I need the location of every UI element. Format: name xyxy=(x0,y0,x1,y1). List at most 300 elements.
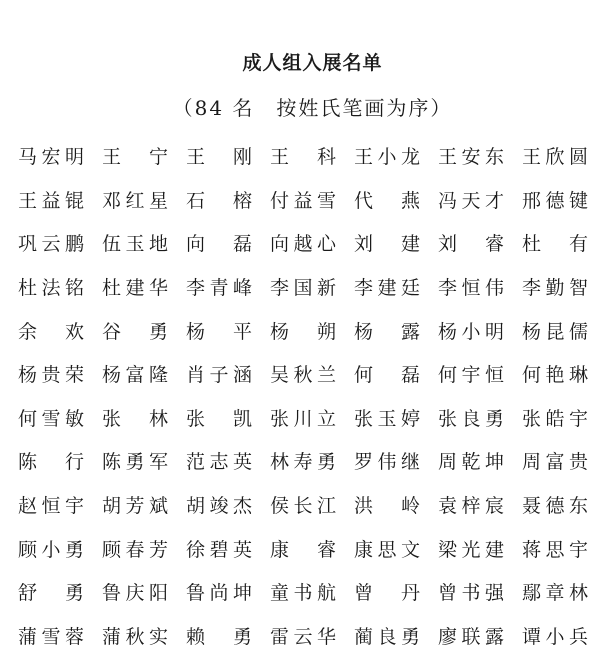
name-item xyxy=(522,180,588,224)
name-char: 邓 xyxy=(102,189,122,212)
name-item xyxy=(18,441,84,485)
name-item xyxy=(186,528,252,572)
name-char: 舒 xyxy=(18,582,38,605)
name-char: 坤 xyxy=(232,582,252,605)
name-char: 林 xyxy=(270,451,290,474)
name-char: 勇 xyxy=(148,320,168,343)
name-item xyxy=(186,267,252,311)
name-char: 航 xyxy=(316,582,336,605)
name-item xyxy=(522,441,588,485)
name-char: 隆 xyxy=(148,364,168,387)
name-item xyxy=(522,223,588,267)
name-item xyxy=(354,223,420,267)
name-char: 华 xyxy=(316,625,336,648)
name-char: 昆 xyxy=(545,320,565,343)
name-char: 宸 xyxy=(484,495,504,518)
name-item xyxy=(354,354,420,398)
name-item xyxy=(102,267,168,311)
name-char: 付 xyxy=(270,189,290,212)
name-item xyxy=(438,267,504,311)
name-char: 军 xyxy=(148,451,168,474)
name-char: 云 xyxy=(293,625,313,648)
name-item xyxy=(18,528,84,572)
name-char: 曾 xyxy=(354,582,374,605)
name-char: 马 xyxy=(18,146,38,169)
name-char: 冯 xyxy=(438,189,458,212)
name-char: 曾 xyxy=(438,582,458,605)
name-char: 建 xyxy=(484,538,504,561)
name-char: 杨 xyxy=(438,320,458,343)
name-char: 勇 xyxy=(125,451,145,474)
name-char: 云 xyxy=(41,233,61,256)
name-char: 侯 xyxy=(270,495,290,518)
name-char: 安 xyxy=(461,146,481,169)
name-char: 恒 xyxy=(484,364,504,387)
name-item xyxy=(438,310,504,354)
name-char: 丹 xyxy=(400,582,420,605)
name-char: 锟 xyxy=(64,189,84,212)
name-char: 地 xyxy=(148,233,168,256)
name-char: 心 xyxy=(316,233,336,256)
name-item xyxy=(186,180,252,224)
name-char: 益 xyxy=(293,189,313,212)
name-char: 小 xyxy=(377,146,397,169)
name-item xyxy=(186,441,252,485)
name-char: 张 xyxy=(270,407,290,430)
name-char: 欣 xyxy=(545,146,565,169)
name-char: 陈 xyxy=(18,451,38,474)
name-item xyxy=(102,180,168,224)
name-char: 聂 xyxy=(522,495,542,518)
name-char: 芳 xyxy=(148,538,168,561)
name-item xyxy=(270,528,336,572)
name-char: 伍 xyxy=(102,233,122,256)
name-char: 磊 xyxy=(400,364,420,387)
name-char: 青 xyxy=(209,277,229,300)
name-char: 勤 xyxy=(545,277,565,300)
name-char: 何 xyxy=(354,364,374,387)
name-item xyxy=(186,136,252,180)
name-char: 寿 xyxy=(293,451,313,474)
name-char: 明 xyxy=(64,146,84,169)
name-char: 蔺 xyxy=(354,625,374,648)
name-char: 儒 xyxy=(568,320,588,343)
name-char: 周 xyxy=(438,451,458,474)
name-item xyxy=(438,223,504,267)
name-item xyxy=(102,441,168,485)
name-item xyxy=(354,310,420,354)
name-item xyxy=(18,180,84,224)
name-char: 平 xyxy=(232,320,252,343)
name-char: 国 xyxy=(293,277,313,300)
name-char: 杜 xyxy=(102,277,122,300)
name-char: 谭 xyxy=(522,625,542,648)
name-char: 蓉 xyxy=(64,625,84,648)
name-char: 科 xyxy=(316,146,336,169)
name-char: 川 xyxy=(293,407,313,430)
name-item xyxy=(354,572,420,616)
name-char: 联 xyxy=(461,625,481,648)
name-item xyxy=(438,354,504,398)
name-char: 天 xyxy=(461,189,481,212)
name-item xyxy=(18,136,84,180)
name-item xyxy=(438,572,504,616)
name-char: 余 xyxy=(18,320,38,343)
name-char: 立 xyxy=(316,407,336,430)
name-char: 尚 xyxy=(209,582,229,605)
name-char: 艳 xyxy=(545,364,565,387)
name-item xyxy=(18,616,84,660)
name-char: 明 xyxy=(484,320,504,343)
name-char: 小 xyxy=(461,320,481,343)
name-char: 李 xyxy=(438,277,458,300)
name-char: 王 xyxy=(186,146,206,169)
name-char: 贵 xyxy=(568,451,588,474)
name-char: 恒 xyxy=(41,495,61,518)
name-char: 玉 xyxy=(125,233,145,256)
name-char: 良 xyxy=(461,407,481,430)
name-char: 燕 xyxy=(400,189,420,212)
name-char: 行 xyxy=(64,451,84,474)
name-char: 玉 xyxy=(377,407,397,430)
name-char: 秋 xyxy=(293,364,313,387)
name-char: 建 xyxy=(400,233,420,256)
name-char: 露 xyxy=(484,625,504,648)
name-char: 鲁 xyxy=(186,582,206,605)
name-char: 顾 xyxy=(18,538,38,561)
name-char: 蒋 xyxy=(522,538,542,561)
name-char: 杜 xyxy=(522,233,542,256)
name-item xyxy=(186,616,252,660)
name-char: 宇 xyxy=(461,364,481,387)
name-char: 思 xyxy=(545,538,565,561)
name-item xyxy=(438,180,504,224)
name-char: 磊 xyxy=(232,233,252,256)
name-item xyxy=(102,136,168,180)
name-item xyxy=(354,267,420,311)
name-char: 阳 xyxy=(148,582,168,605)
name-char: 宇 xyxy=(64,495,84,518)
name-char: 代 xyxy=(354,189,374,212)
name-item xyxy=(270,310,336,354)
name-char: 巩 xyxy=(18,233,38,256)
name-char: 敏 xyxy=(64,407,84,430)
name-item xyxy=(522,267,588,311)
name-item xyxy=(270,136,336,180)
name-item xyxy=(438,485,504,529)
name-char: 东 xyxy=(568,495,588,518)
name-char: 陈 xyxy=(102,451,122,474)
name-char: 琳 xyxy=(568,364,588,387)
name-char: 富 xyxy=(545,451,565,474)
name-char: 勇 xyxy=(64,582,84,605)
name-char: 峰 xyxy=(232,277,252,300)
name-char: 李 xyxy=(186,277,206,300)
name-char: 杰 xyxy=(232,495,252,518)
name-char: 才 xyxy=(484,189,504,212)
name-char: 勇 xyxy=(484,407,504,430)
name-char: 勇 xyxy=(232,625,252,648)
name-char: 顾 xyxy=(102,538,122,561)
name-char: 何 xyxy=(438,364,458,387)
name-char: 贵 xyxy=(41,364,61,387)
document-title: 成人组入展名单 xyxy=(242,52,383,74)
name-char: 谷 xyxy=(102,320,122,343)
name-char: 小 xyxy=(41,538,61,561)
name-char: 睿 xyxy=(316,538,336,561)
name-item xyxy=(186,485,252,529)
name-char: 王 xyxy=(18,189,38,212)
name-char: 梁 xyxy=(438,538,458,561)
name-item xyxy=(102,528,168,572)
name-item xyxy=(18,223,84,267)
name-item xyxy=(270,572,336,616)
name-item xyxy=(18,485,84,529)
name-char: 吴 xyxy=(270,364,290,387)
name-char: 鄢 xyxy=(522,582,542,605)
name-char: 皓 xyxy=(545,407,565,430)
name-item xyxy=(270,441,336,485)
name-char: 智 xyxy=(568,277,588,300)
name-char: 光 xyxy=(461,538,481,561)
name-item xyxy=(18,267,84,311)
name-char: 杨 xyxy=(354,320,374,343)
name-char: 春 xyxy=(125,538,145,561)
name-item xyxy=(18,398,84,442)
name-char: 有 xyxy=(568,233,588,256)
name-item xyxy=(18,354,84,398)
name-char: 荣 xyxy=(64,364,84,387)
name-list xyxy=(18,136,605,659)
name-char: 越 xyxy=(293,233,313,256)
document-subtitle: （84 名 按姓氏笔画为序） xyxy=(172,96,453,120)
name-char: 向 xyxy=(270,233,290,256)
name-char: 梓 xyxy=(461,495,481,518)
name-char: 宁 xyxy=(148,146,168,169)
name-item xyxy=(270,616,336,660)
name-char: 周 xyxy=(522,451,542,474)
name-item xyxy=(186,310,252,354)
name-char: 庆 xyxy=(125,582,145,605)
name-char: 石 xyxy=(186,189,206,212)
name-char: 文 xyxy=(400,538,420,561)
name-item xyxy=(186,572,252,616)
name-item xyxy=(102,485,168,529)
name-char: 赵 xyxy=(18,495,38,518)
name-char: 榕 xyxy=(232,189,252,212)
name-char: 龙 xyxy=(400,146,420,169)
name-char: 雪 xyxy=(316,189,336,212)
name-char: 李 xyxy=(270,277,290,300)
name-item xyxy=(522,616,588,660)
name-char: 睿 xyxy=(484,233,504,256)
name-char: 王 xyxy=(102,146,122,169)
name-char: 何 xyxy=(18,407,38,430)
name-char: 竣 xyxy=(209,495,229,518)
name-item xyxy=(438,136,504,180)
name-char: 强 xyxy=(484,582,504,605)
name-char: 雷 xyxy=(270,625,290,648)
name-char: 肖 xyxy=(186,364,206,387)
name-item xyxy=(522,485,588,529)
name-char: 兵 xyxy=(568,625,588,648)
name-item xyxy=(102,310,168,354)
name-char: 键 xyxy=(568,189,588,212)
name-char: 宇 xyxy=(568,538,588,561)
name-char: 德 xyxy=(545,189,565,212)
name-char: 小 xyxy=(545,625,565,648)
name-char: 林 xyxy=(568,582,588,605)
name-char: 红 xyxy=(125,189,145,212)
name-item xyxy=(186,398,252,442)
name-char: 英 xyxy=(232,538,252,561)
name-char: 华 xyxy=(148,277,168,300)
name-item xyxy=(102,616,168,660)
name-char: 碧 xyxy=(209,538,229,561)
name-char: 东 xyxy=(484,146,504,169)
name-item xyxy=(102,572,168,616)
name-item xyxy=(270,267,336,311)
name-item xyxy=(270,354,336,398)
name-char: 欢 xyxy=(64,320,84,343)
name-item xyxy=(438,441,504,485)
name-char: 英 xyxy=(232,451,252,474)
name-char: 朔 xyxy=(316,320,336,343)
name-char: 章 xyxy=(545,582,565,605)
name-char: 鹏 xyxy=(64,233,84,256)
name-char: 恒 xyxy=(461,277,481,300)
name-char: 杨 xyxy=(102,364,122,387)
name-item xyxy=(102,354,168,398)
name-char: 继 xyxy=(400,451,420,474)
name-char: 新 xyxy=(316,277,336,300)
name-char: 张 xyxy=(438,407,458,430)
name-char: 范 xyxy=(186,451,206,474)
name-char: 良 xyxy=(377,625,397,648)
name-char: 胡 xyxy=(186,495,206,518)
name-char: 岭 xyxy=(400,495,420,518)
name-char: 婷 xyxy=(400,407,420,430)
name-char: 斌 xyxy=(148,495,168,518)
name-char: 伟 xyxy=(377,451,397,474)
name-item xyxy=(186,223,252,267)
name-char: 书 xyxy=(293,582,313,605)
name-char: 法 xyxy=(41,277,61,300)
name-char: 王 xyxy=(354,146,374,169)
name-char: 康 xyxy=(270,538,290,561)
name-char: 雪 xyxy=(41,407,61,430)
name-char: 胡 xyxy=(102,495,122,518)
name-item xyxy=(354,528,420,572)
name-item xyxy=(438,528,504,572)
name-char: 勇 xyxy=(400,625,420,648)
name-item xyxy=(522,528,588,572)
name-char: 涵 xyxy=(232,364,252,387)
name-char: 杜 xyxy=(18,277,38,300)
name-char: 康 xyxy=(354,538,374,561)
name-char: 勇 xyxy=(316,451,336,474)
name-char: 秋 xyxy=(125,625,145,648)
name-char: 凯 xyxy=(232,407,252,430)
name-item xyxy=(354,180,420,224)
name-char: 王 xyxy=(270,146,290,169)
name-char: 富 xyxy=(125,364,145,387)
name-item xyxy=(354,441,420,485)
name-char: 杨 xyxy=(186,320,206,343)
name-item xyxy=(270,398,336,442)
name-item xyxy=(186,354,252,398)
name-char: 邢 xyxy=(522,189,542,212)
name-item xyxy=(522,310,588,354)
name-char: 宏 xyxy=(41,146,61,169)
name-char: 刚 xyxy=(232,146,252,169)
name-item xyxy=(438,398,504,442)
name-char: 王 xyxy=(438,146,458,169)
name-char: 洪 xyxy=(354,495,374,518)
name-item xyxy=(438,616,504,660)
name-char: 星 xyxy=(148,189,168,212)
name-char: 杨 xyxy=(18,364,38,387)
name-item xyxy=(102,223,168,267)
name-char: 李 xyxy=(522,277,542,300)
name-char: 张 xyxy=(186,407,206,430)
name-char: 实 xyxy=(148,625,168,648)
name-char: 乾 xyxy=(461,451,481,474)
name-item xyxy=(522,398,588,442)
name-char: 林 xyxy=(148,407,168,430)
name-char: 何 xyxy=(522,364,542,387)
name-char: 李 xyxy=(354,277,374,300)
name-item xyxy=(18,572,84,616)
name-char: 赖 xyxy=(186,625,206,648)
name-char: 张 xyxy=(522,407,542,430)
name-item xyxy=(522,354,588,398)
name-item xyxy=(354,485,420,529)
name-item xyxy=(270,485,336,529)
name-char: 勇 xyxy=(64,538,84,561)
name-char: 徐 xyxy=(186,538,206,561)
name-char: 圆 xyxy=(568,146,588,169)
name-char: 思 xyxy=(377,538,397,561)
name-char: 子 xyxy=(209,364,229,387)
name-char: 刘 xyxy=(354,233,374,256)
name-char: 芳 xyxy=(125,495,145,518)
name-char: 蒲 xyxy=(18,625,38,648)
name-char: 益 xyxy=(41,189,61,212)
name-item xyxy=(354,136,420,180)
name-char: 袁 xyxy=(438,495,458,518)
name-char: 罗 xyxy=(354,451,374,474)
name-char: 江 xyxy=(316,495,336,518)
name-char: 书 xyxy=(461,582,481,605)
name-item xyxy=(522,572,588,616)
name-char: 雪 xyxy=(41,625,61,648)
name-item xyxy=(354,616,420,660)
name-char: 张 xyxy=(102,407,122,430)
name-char: 杨 xyxy=(270,320,290,343)
name-char: 长 xyxy=(293,495,313,518)
name-char: 宇 xyxy=(568,407,588,430)
name-item xyxy=(102,398,168,442)
name-char: 张 xyxy=(354,407,374,430)
name-char: 伟 xyxy=(484,277,504,300)
name-char: 蒲 xyxy=(102,625,122,648)
name-item xyxy=(18,310,84,354)
name-char: 廖 xyxy=(438,625,458,648)
name-char: 坤 xyxy=(484,451,504,474)
name-char: 建 xyxy=(125,277,145,300)
name-char: 向 xyxy=(186,233,206,256)
